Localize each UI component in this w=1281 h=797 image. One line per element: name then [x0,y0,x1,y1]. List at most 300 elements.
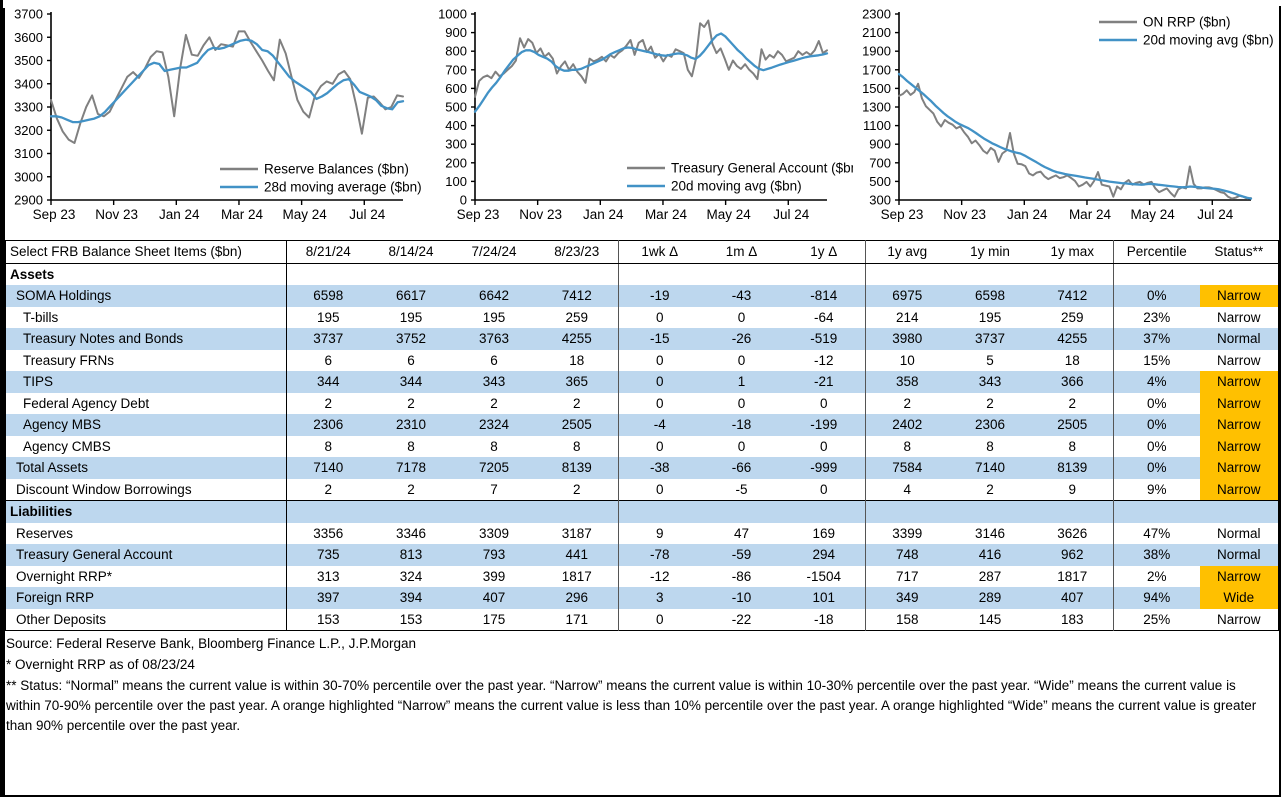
section-label: Assets [10,266,55,282]
x-axis [33,200,403,222]
table-row [6,544,1279,566]
row-label: SOMA Holdings [6,285,287,307]
series-line-raw [51,31,403,143]
table-title-cell: Select FRB Balance Sheet Items ($bn) [6,241,287,264]
row-label: Treasury FRNs [23,352,115,368]
value-cell: -18 [813,611,834,627]
table-row [6,393,1279,415]
value-cell: 289 [949,587,1032,609]
status-badge: Wide [1200,587,1279,609]
value-cell: 3399 [866,523,949,545]
value-cell: -12 [813,352,834,368]
value-cell: 4 [866,479,949,501]
x-tick-label: Jul 24 [1197,207,1234,222]
value-cell: 0 [619,350,701,372]
row-label: Agency MBS [6,414,287,436]
x-tick-label: Nov 23 [95,207,139,222]
value-cell: 8 [490,438,498,454]
value-cell: 6598 [287,285,370,307]
value-cell: -43 [701,285,783,307]
value-cell: 2 [490,395,498,411]
value-cell: 416 [949,544,1032,566]
empty-cell [1032,501,1114,523]
value-cell: 3309 [478,525,510,541]
value-cell: 4255 [536,328,619,350]
value-cell: 183 [1060,611,1084,627]
y-tick-label: 500 [445,99,467,115]
value-cell: 3187 [561,525,592,541]
value-cell: 18 [1064,352,1080,368]
x-tick-label: Sep 23 [32,207,76,222]
status-badge: Narrow [1200,566,1279,588]
value-cell: 2 [287,393,370,415]
y-tick-label: 3000 [14,169,43,185]
value-cell: 6 [407,352,415,368]
value-cell: 366 [1032,371,1114,393]
column-header: 1y min [949,241,1032,264]
x-tick-label: Jul 24 [349,207,386,222]
column-header: 8/14/24 [370,241,453,264]
value-cell: -199 [783,414,866,436]
status-badge: Narrow [1216,309,1261,325]
row-label: Discount Window Borrowings [16,481,192,497]
empty-cell [949,263,1032,285]
value-cell: -64 [813,309,834,325]
empty-cell [619,501,701,523]
y-tick-label: 100 [445,173,467,189]
value-cell: 259 [565,309,589,325]
value-cell: 399 [482,568,506,584]
status-badge: Narrow [1216,611,1261,627]
x-tick-label: Nov 23 [943,207,987,222]
series-line-raw [899,84,1251,199]
table-row [6,523,1279,545]
value-cell: -18 [701,414,783,436]
value-cell: 1 [701,371,783,393]
chart-on-rrp [853,8,1277,232]
column-header: 8/21/24 [287,241,370,264]
y-tick-label: 600 [445,80,467,96]
value-cell: -814 [783,285,866,307]
value-cell: 344 [370,371,453,393]
table-row [6,350,1279,372]
value-cell: -999 [783,457,866,479]
value-cell: 3980 [866,328,949,350]
legend [220,162,422,195]
value-cell: 3626 [1057,525,1088,541]
value-cell: 2 [407,481,415,497]
value-cell: 169 [812,525,836,541]
status-definition-note: ** Status: “Normal” means the current value is within 30-70% percentile over the past year. “Narrow” means the current value is within 10-30% percentile over the past year. “Wide” means the current value is within 70-90% percentile over the past year. A orange highlighted “Narrow” means the current value is less than 10% percentile over the past year. A orange highlighted “Wide” means the current value is greater than 90% percentile over the past year. [6,678,1257,733]
column-header: Percentile [1114,241,1200,264]
value-cell: -4 [619,414,701,436]
value-cell: 195 [287,307,370,329]
value-cell: 2 [1068,395,1076,411]
x-tick-label: Mar 24 [1068,207,1111,222]
series-line-moving-avg [475,34,827,112]
value-cell: 6975 [866,285,949,307]
percentile-cell: 37% [1114,328,1200,350]
value-cell: 349 [866,587,949,609]
value-cell: 0 [737,309,746,325]
value-cell: 6 [287,350,370,372]
value-cell: 145 [978,611,1002,627]
percentile-cell: 0% [1114,285,1200,307]
percentile-cell: 94% [1114,587,1200,609]
legend-label: Reserve Balances ($bn) [264,161,409,177]
table-row [6,587,1279,609]
empty-cell [1114,263,1200,285]
empty-cell [370,263,453,285]
column-header: 8/23/23 [536,241,619,264]
table-row [6,457,1279,479]
y-tick-label: 900 [869,136,891,152]
value-cell: 101 [783,587,866,609]
percentile-cell: 25% [1114,609,1200,631]
column-header: 7/24/24 [453,241,536,264]
value-cell: 0 [737,395,746,411]
table-row [6,609,1279,631]
value-cell: 0 [619,307,701,329]
percentile-cell: 2% [1114,566,1200,588]
empty-cell [619,263,701,285]
value-cell: -26 [701,328,783,350]
value-cell: 2505 [536,414,619,436]
empty-cell [866,263,949,285]
chart-treasury-general-account-svg [429,8,853,232]
row-label: Overnight RRP* [16,568,113,584]
chart-on-rrp-svg [853,8,1277,232]
status-badge: Narrow [1200,457,1279,479]
x-tick-label: Jan 24 [159,207,200,222]
y-tick-label: 1500 [862,80,891,96]
row-label: Agency CMBS [23,438,111,454]
percentile-cell: 47% [1114,523,1200,545]
charts-row [5,0,1279,234]
value-cell: 2324 [453,414,536,436]
x-tick-label: Sep 23 [456,207,500,222]
chart-treasury-general-account [429,8,853,232]
value-cell: 3763 [453,328,536,350]
percentile-cell: 0% [1114,457,1200,479]
empty-cell [536,263,619,285]
value-cell: 0 [737,352,746,368]
value-cell: 313 [287,566,370,588]
y-tick-label: 3700 [14,8,43,22]
footnotes [5,634,1273,736]
value-cell: -59 [701,544,783,566]
value-cell: 153 [399,611,423,627]
x-tick-label: Mar 24 [220,207,263,222]
legend-label: 28d moving average ($bn) [264,179,422,195]
report-content [5,0,1279,737]
status-badge: Narrow [1200,371,1279,393]
value-cell: 259 [1060,309,1084,325]
value-cell: 195 [399,309,423,325]
empty-cell [1032,263,1114,285]
column-header: 1y Δ [783,241,866,264]
value-cell: 8139 [1032,457,1114,479]
empty-cell [1200,263,1279,285]
value-cell: 441 [536,544,619,566]
y-tick-label: 300 [869,192,891,208]
value-cell: 1817 [1057,568,1088,584]
value-cell: 47 [733,525,750,541]
empty-cell [701,501,783,523]
value-cell: 962 [1032,544,1114,566]
empty-cell [1114,501,1200,523]
legend [627,161,853,194]
row-label: Federal Agency Debt [23,395,150,411]
row-label: Other Deposits [16,611,107,627]
value-cell: 3356 [287,523,370,545]
value-cell: 7412 [536,285,619,307]
value-cell: 214 [866,307,949,329]
status-badge: Narrow [1200,479,1279,501]
table-row [6,328,1279,350]
value-cell: 407 [453,587,536,609]
y-tick-label: 700 [445,62,467,78]
value-cell: -5 [735,481,748,497]
value-cell: 0 [819,438,828,454]
x-axis [881,200,1251,222]
x-tick-label: Sep 23 [880,207,924,222]
value-cell: 0 [619,479,701,501]
value-cell: 358 [866,371,949,393]
x-tick-label: May 24 [1130,207,1175,222]
value-cell: 8 [407,438,415,454]
x-tick-label: May 24 [706,207,751,222]
y-tick-label: 3200 [14,122,43,138]
empty-cell [701,263,783,285]
value-cell: 717 [866,566,949,588]
percentile-cell: 9% [1114,479,1200,501]
legend-label: Treasury General Account ($bn) [671,160,853,176]
frame-border-topmark [0,0,3,8]
y-axis [438,8,475,208]
legend-label: 20d moving avg ($bn) [1143,32,1274,48]
table-header-row [6,241,1279,264]
value-cell: -22 [731,611,752,627]
x-axis [457,200,827,222]
section-label: Liabilities [6,501,287,523]
value-cell: 8 [986,438,994,454]
value-cell: -19 [619,285,701,307]
value-cell: 0 [737,438,746,454]
empty-cell [287,501,370,523]
value-cell: 5 [986,352,994,368]
value-cell: 2 [287,479,370,501]
status-badge: Narrow [1200,436,1279,458]
y-tick-label: 200 [445,155,467,171]
value-cell: 6 [490,352,498,368]
value-cell: 1817 [561,568,592,584]
value-cell: 10 [866,350,949,372]
value-cell: 2 [866,393,949,415]
table-row [6,307,1279,329]
y-tick-label: 3300 [14,99,43,115]
empty-cell [783,263,866,285]
value-cell: 18 [569,352,585,368]
empty-cell [866,501,949,523]
empty-cell [287,263,370,285]
value-cell: -10 [701,587,783,609]
section-row [6,263,1279,285]
row-label: T-bills [23,309,59,325]
value-cell: 7584 [866,457,949,479]
value-cell: 7205 [453,457,536,479]
y-tick-label: 800 [445,43,467,59]
table-row [6,479,1279,501]
value-cell: 0 [819,481,828,497]
percentile-cell: 0% [1114,414,1200,436]
value-cell: 287 [978,568,1002,584]
row-label: Treasury Notes and Bonds [6,328,287,350]
y-tick-label: 300 [445,136,467,152]
y-tick-label: 3100 [14,146,43,161]
status-badge: Narrow [1200,285,1279,307]
legend-label: ON RRP ($bn) [1143,14,1231,30]
y-axis [14,8,51,208]
y-tick-label: 1700 [862,62,891,78]
value-cell: 2310 [370,414,453,436]
value-cell: 0 [619,393,701,415]
value-cell: 3146 [974,525,1006,541]
status-badge: Normal [1200,328,1279,350]
value-cell: 3752 [370,328,453,350]
value-cell: 7 [490,481,498,497]
balance-sheet-table [5,240,1279,631]
empty-cell [1200,501,1279,523]
source-note: Source: Federal Reserve Bank, Bloomberg Finance L.P., J.P.Morgan [6,636,416,651]
empty-cell [453,501,536,523]
percentile-cell: 23% [1114,307,1200,329]
value-cell: 0 [619,371,701,393]
value-cell: 6642 [453,285,536,307]
value-cell: 175 [482,611,506,627]
value-cell: 2306 [949,414,1032,436]
y-tick-label: 1100 [863,118,891,134]
value-cell: 7178 [370,457,453,479]
y-tick-label: 900 [445,25,467,41]
value-cell: 6617 [370,285,453,307]
x-tick-label: Jul 24 [773,207,810,222]
value-cell: -38 [619,457,701,479]
value-cell: 0 [619,609,701,631]
x-tick-label: Jan 24 [583,207,624,222]
table-row [6,371,1279,393]
row-label: Total Assets [6,457,287,479]
value-cell: -12 [619,566,701,588]
row-label: Reserves [16,525,74,541]
value-cell: 3346 [395,525,427,541]
percentile-cell: 4% [1114,371,1200,393]
value-cell: 9 [1068,481,1076,497]
percentile-cell: 15% [1114,350,1200,372]
value-cell: 153 [287,609,370,631]
column-header: 1m Δ [701,241,783,264]
y-tick-label: 2900 [14,192,43,208]
value-cell: 343 [949,371,1032,393]
y-tick-label: 700 [869,155,891,171]
value-cell: 407 [1032,587,1114,609]
value-cell: 813 [370,544,453,566]
row-label: Foreign RRP [6,587,287,609]
x-tick-label: May 24 [282,207,327,222]
legend-label: 20d moving avg ($bn) [671,178,802,194]
value-cell: 748 [866,544,949,566]
value-cell: 793 [453,544,536,566]
y-tick-label: 2100 [862,25,891,41]
value-cell: 0 [819,395,828,411]
empty-cell [370,501,453,523]
value-cell: 8139 [536,457,619,479]
value-cell: 344 [287,371,370,393]
y-tick-label: 3600 [14,29,43,45]
value-cell: -519 [783,328,866,350]
table-row [6,566,1279,588]
empty-cell [783,501,866,523]
value-cell: 735 [287,544,370,566]
value-cell: 3737 [949,328,1032,350]
value-cell: 2 [407,395,415,411]
empty-cell [949,501,1032,523]
value-cell: 2505 [1032,414,1114,436]
value-cell: 294 [783,544,866,566]
value-cell: 2 [986,395,994,411]
y-tick-label: 2300 [862,8,891,22]
row-label: Treasury General Account [6,544,287,566]
column-header: 1y max [1032,241,1114,264]
y-tick-label: 1000 [438,8,467,22]
value-cell: -78 [619,544,701,566]
value-cell: 397 [287,587,370,609]
status-badge: Normal [1216,525,1261,541]
series-line-moving-avg [51,40,403,123]
chart-reserve-balances [5,8,429,232]
y-tick-label: 1900 [862,43,891,59]
section-row [6,501,1279,523]
empty-cell [453,263,536,285]
series-line-raw [475,21,827,97]
value-cell: 296 [536,587,619,609]
value-cell: -21 [783,371,866,393]
value-cell: 8 [866,436,949,458]
value-cell: 394 [370,587,453,609]
row-label: TIPS [6,371,287,393]
value-cell: 3 [619,587,701,609]
value-cell: -86 [731,568,752,584]
percentile-cell: 38% [1114,544,1200,566]
y-axis [862,8,899,208]
x-tick-label: Jan 24 [1007,207,1048,222]
empty-cell [536,501,619,523]
value-cell: 0 [619,436,701,458]
value-cell: 2 [986,481,994,497]
y-tick-label: 3500 [14,53,43,68]
x-tick-label: Mar 24 [644,207,687,222]
value-cell: 324 [399,568,423,584]
table-row [6,436,1279,458]
value-cell: 158 [866,609,949,631]
value-cell: -15 [619,328,701,350]
value-cell: 343 [453,371,536,393]
y-tick-label: 1300 [862,99,891,115]
percentile-cell: 0% [1114,436,1200,458]
value-cell: 9 [619,523,701,545]
value-cell: -1504 [806,568,842,584]
value-cell: 2 [572,481,581,497]
